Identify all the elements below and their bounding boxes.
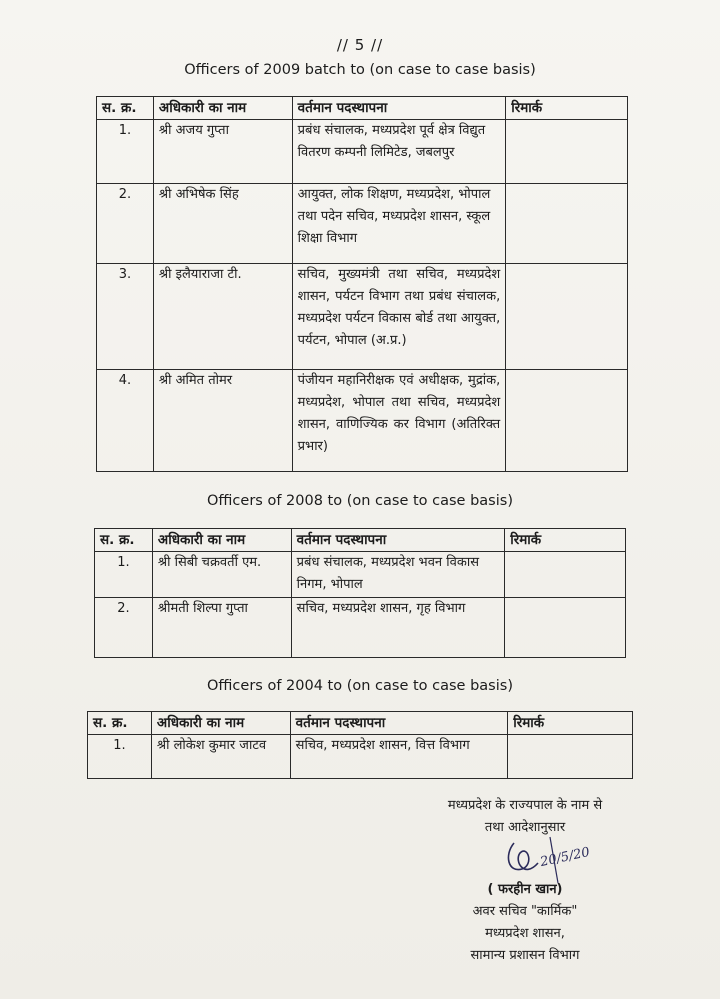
col-header-posting: वर्तमान पदस्थापना bbox=[291, 529, 505, 552]
signatory-designation: अवर सचिव "कार्मिक" bbox=[472, 904, 578, 919]
authorization-line-1: मध्यप्रदेश के राज्यपाल के नाम से bbox=[447, 798, 603, 813]
officers-table-2009 bbox=[96, 96, 628, 472]
officers-table-2004 bbox=[87, 711, 633, 779]
section-title-2009: Officers of 2009 batch to (on case to case basis) bbox=[184, 62, 536, 78]
serial-number: 2. bbox=[95, 598, 153, 658]
section-title-2008: Officers of 2008 to (on case to case basis) bbox=[207, 493, 513, 509]
remark bbox=[506, 264, 628, 370]
handwritten-date: 20/5/20 bbox=[538, 844, 592, 871]
current-posting: प्रबंध संचालक, मध्यप्रदेश पूर्व क्षेत्र विद्युत वितरण कम्पनी लिमिटेड, जबलपुर bbox=[292, 120, 506, 184]
col-header-posting: वर्तमान पदस्थापना bbox=[290, 712, 508, 735]
signatory-block bbox=[415, 879, 635, 967]
remark bbox=[506, 370, 628, 472]
col-header-officer-name: अधिकारी का नाम bbox=[153, 97, 292, 120]
signatory-org-2: सामान्य प्रशासन विभाग bbox=[470, 948, 580, 963]
table-header-row bbox=[95, 529, 626, 552]
current-posting: सचिव, मध्यप्रदेश शासन, गृह विभाग bbox=[291, 598, 505, 658]
officer-name: श्री अभिषेक सिंह bbox=[153, 184, 292, 264]
page-number: // 5 // bbox=[336, 36, 384, 54]
table-row bbox=[97, 264, 628, 370]
officer-name: श्री अजय गुप्ता bbox=[153, 120, 292, 184]
serial-number: 4. bbox=[97, 370, 154, 472]
signatory-name: ( फरहीन खान) bbox=[487, 882, 563, 897]
remark bbox=[506, 120, 628, 184]
col-header-serial: स. क्र. bbox=[95, 529, 153, 552]
col-header-serial: स. क्र. bbox=[88, 712, 152, 735]
section-title-2004: Officers of 2004 to (on case to case basis) bbox=[207, 678, 513, 694]
current-posting: सचिव, मध्यप्रदेश शासन, वित्त विभाग bbox=[290, 735, 508, 779]
table-row bbox=[95, 598, 626, 658]
table-row bbox=[97, 184, 628, 264]
table-header-row bbox=[97, 97, 628, 120]
officer-name: श्री लोकेश कुमार जाटव bbox=[151, 735, 290, 779]
serial-number: 2. bbox=[97, 184, 154, 264]
officer-name: श्रीमती शिल्पा गुप्ता bbox=[152, 598, 291, 658]
remark bbox=[505, 598, 626, 658]
table-row bbox=[97, 370, 628, 472]
remark bbox=[508, 735, 633, 779]
col-header-posting: वर्तमान पदस्थापना bbox=[292, 97, 506, 120]
current-posting: पंजीयन महानिरीक्षक एवं अधीक्षक, मुद्रांक, मध्यप्रदेश, भोपाल तथा सचिव, मध्यप्रदेश शासन, वाणिज्यिक कर विभाग (अतिरिक्त प्रभार) bbox=[292, 370, 506, 472]
officers-table-2008 bbox=[94, 528, 626, 658]
remark bbox=[506, 184, 628, 264]
serial-number: 3. bbox=[97, 264, 154, 370]
col-header-officer-name: अधिकारी का नाम bbox=[151, 712, 290, 735]
officer-name: श्री सिबी चक्रवर्ती एम. bbox=[152, 552, 291, 598]
current-posting: प्रबंध संचालक, मध्यप्रदेश भवन विकास निगम, भोपाल bbox=[291, 552, 505, 598]
authorization-text bbox=[390, 795, 660, 839]
table-row bbox=[97, 120, 628, 184]
col-header-remark: रिमार्क bbox=[505, 529, 626, 552]
authorization-line-2: तथा आदेशानुसार bbox=[484, 820, 566, 835]
current-posting: सचिव, मुख्यमंत्री तथा सचिव, मध्यप्रदेश शासन, पर्यटन विभाग तथा प्रबंध संचालक, मध्यप्रदेश पर्यटन विकास बोर्ड तथा आयुक्त, पर्यटन, भोपाल (अ.प्र.) bbox=[292, 264, 506, 370]
col-header-serial: स. क्र. bbox=[97, 97, 154, 120]
current-posting: आयुक्त, लोक शिक्षण, मध्यप्रदेश, भोपाल तथा पदेन सचिव, मध्यप्रदेश शासन, स्कूल शिक्षा विभाग bbox=[292, 184, 506, 264]
table-header-row bbox=[88, 712, 633, 735]
col-header-officer-name: अधिकारी का नाम bbox=[152, 529, 291, 552]
col-header-remark: रिमार्क bbox=[506, 97, 628, 120]
table-row bbox=[95, 552, 626, 598]
serial-number: 1. bbox=[95, 552, 153, 598]
officer-name: श्री इलैयाराजा टी. bbox=[153, 264, 292, 370]
signatory-org-1: मध्यप्रदेश शासन, bbox=[485, 926, 565, 941]
serial-number: 1. bbox=[97, 120, 154, 184]
officer-name: श्री अमित तोमर bbox=[153, 370, 292, 472]
remark bbox=[505, 552, 626, 598]
serial-number: 1. bbox=[88, 735, 152, 779]
col-header-remark: रिमार्क bbox=[508, 712, 633, 735]
table-row bbox=[88, 735, 633, 779]
